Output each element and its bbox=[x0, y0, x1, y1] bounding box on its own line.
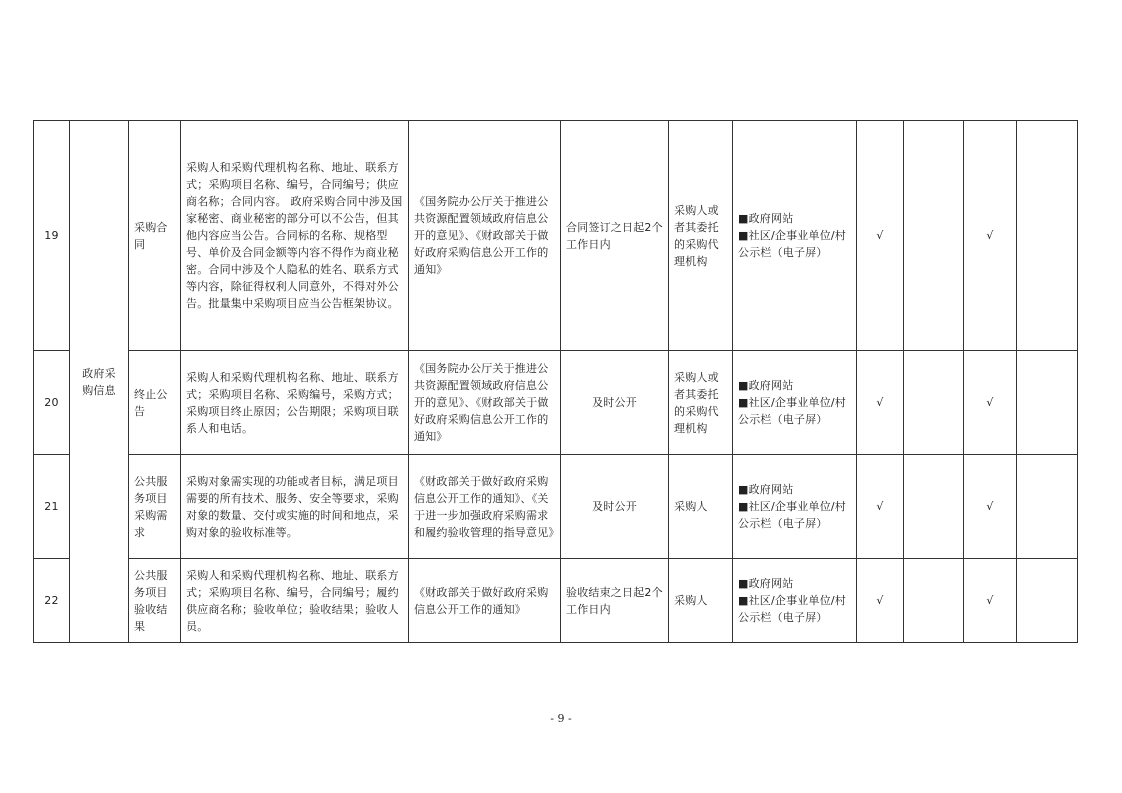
check-mark: √ bbox=[964, 559, 1017, 643]
channel-line: ■政府网站 bbox=[738, 577, 794, 590]
check-mark: √ bbox=[857, 455, 904, 559]
category-cell: 政府采 购信息 bbox=[70, 121, 129, 643]
table-row bbox=[34, 351, 1078, 455]
subject-cell: 采购人或者其委托的采购代理机构 bbox=[669, 351, 733, 455]
channel-line: ■社区/企事业单位/村公示栏（电子屏） bbox=[738, 500, 847, 530]
item-name: 采购合 同 bbox=[129, 121, 181, 351]
check-mark: √ bbox=[857, 121, 904, 351]
channel-line: ■政府网站 bbox=[738, 212, 794, 225]
channel-line: ■政府网站 bbox=[738, 379, 794, 392]
table-row bbox=[34, 559, 1078, 643]
channel-cell bbox=[733, 121, 857, 351]
empty-cell bbox=[904, 121, 964, 351]
basis-cell: 《国务院办公厅关于推进公共资源配置领域政府信息公开的意见》、《财政部关于做好政府采购信息公开工作的通知》 bbox=[409, 351, 561, 455]
subject-cell: 采购人 bbox=[669, 559, 733, 643]
empty-cell bbox=[1017, 455, 1078, 559]
channel-line: ■社区/企事业单位/村公示栏（电子屏） bbox=[738, 229, 847, 259]
check-mark: √ bbox=[964, 351, 1017, 455]
item-name: 公共服 务项目 验收结 果 bbox=[129, 559, 181, 643]
row-number: 21 bbox=[34, 455, 70, 559]
basis-cell: 《国务院办公厅关于推进公共资源配置领域政府信息公开的意见》、《财政部关于做好政府采购信息公开工作的通知》 bbox=[409, 121, 561, 351]
basis-cell: 《财政部关于做好政府采购信息公开工作的通知》、《关于进一步加强政府采购需求和履约验收管理的指导意见》 bbox=[409, 455, 561, 559]
subject-cell: 采购人 bbox=[669, 455, 733, 559]
empty-cell bbox=[904, 559, 964, 643]
page-number: - 9 - bbox=[550, 712, 572, 725]
channel-cell bbox=[733, 455, 857, 559]
channel-cell bbox=[733, 559, 857, 643]
check-mark: √ bbox=[964, 455, 1017, 559]
row-number: 19 bbox=[34, 121, 70, 351]
table-row bbox=[34, 121, 1078, 351]
content-cell: 采购人和采购代理机构名称、地址、联系方式；采购项目名称、编号，合同编号；供应商名称；合同内容。 政府采购合同中涉及国家秘密、商业秘密的部分可以不公告，但其他内容应当公告。合同标的名称、规格型号、单价及合同金额等内容不得作为商业秘密。合同中涉及个人隐私的姓名、联系方式等内容，除征得权利人同意外，不得对外公告。批量集中采购项目应当公告框架协议。 bbox=[181, 121, 409, 351]
check-mark: √ bbox=[964, 121, 1017, 351]
channel-line: ■政府网站 bbox=[738, 483, 794, 496]
basis-cell: 《财政部关于做好政府采购信息公开工作的通知》 bbox=[409, 559, 561, 643]
channel-line: ■社区/企事业单位/村公示栏（电子屏） bbox=[738, 396, 847, 426]
channel-cell bbox=[733, 351, 857, 455]
empty-cell bbox=[1017, 559, 1078, 643]
empty-cell bbox=[904, 351, 964, 455]
row-number: 22 bbox=[34, 559, 70, 643]
empty-cell bbox=[904, 455, 964, 559]
time-cell: 合同签订之日起2个工作日内 bbox=[561, 121, 669, 351]
item-name: 公共服 务项目 采购需 求 bbox=[129, 455, 181, 559]
content-cell: 采购人和采购代理机构名称、地址、联系方式；采购项目名称、编号，合同编号；履约供应商名称；验收单位；验收结果；验收人员。 bbox=[181, 559, 409, 643]
item-name: 终止公 告 bbox=[129, 351, 181, 455]
check-mark: √ bbox=[857, 351, 904, 455]
time-cell: 及时公开 bbox=[561, 455, 669, 559]
table-row bbox=[34, 455, 1078, 559]
empty-cell bbox=[1017, 121, 1078, 351]
time-cell: 及时公开 bbox=[561, 351, 669, 455]
content-cell: 采购对象需实现的功能或者目标，满足项目需要的所有技术、服务、安全等要求，采购对象的数量、交付或实施的时间和地点，采购对象的验收标准等。 bbox=[181, 455, 409, 559]
check-mark: √ bbox=[857, 559, 904, 643]
empty-cell bbox=[1017, 351, 1078, 455]
row-number: 20 bbox=[34, 351, 70, 455]
time-cell: 验收结束之日起2个工作日内 bbox=[561, 559, 669, 643]
disclosure-table bbox=[33, 120, 1078, 643]
content-cell: 采购人和采购代理机构名称、地址、联系方式；采购项目名称、采购编号，采购方式；采购项目终止原因；公告期限；采购项目联系人和电话。 bbox=[181, 351, 409, 455]
subject-cell: 采购人或者其委托的采购代理机构 bbox=[669, 121, 733, 351]
channel-line: ■社区/企事业单位/村公示栏（电子屏） bbox=[738, 594, 847, 624]
